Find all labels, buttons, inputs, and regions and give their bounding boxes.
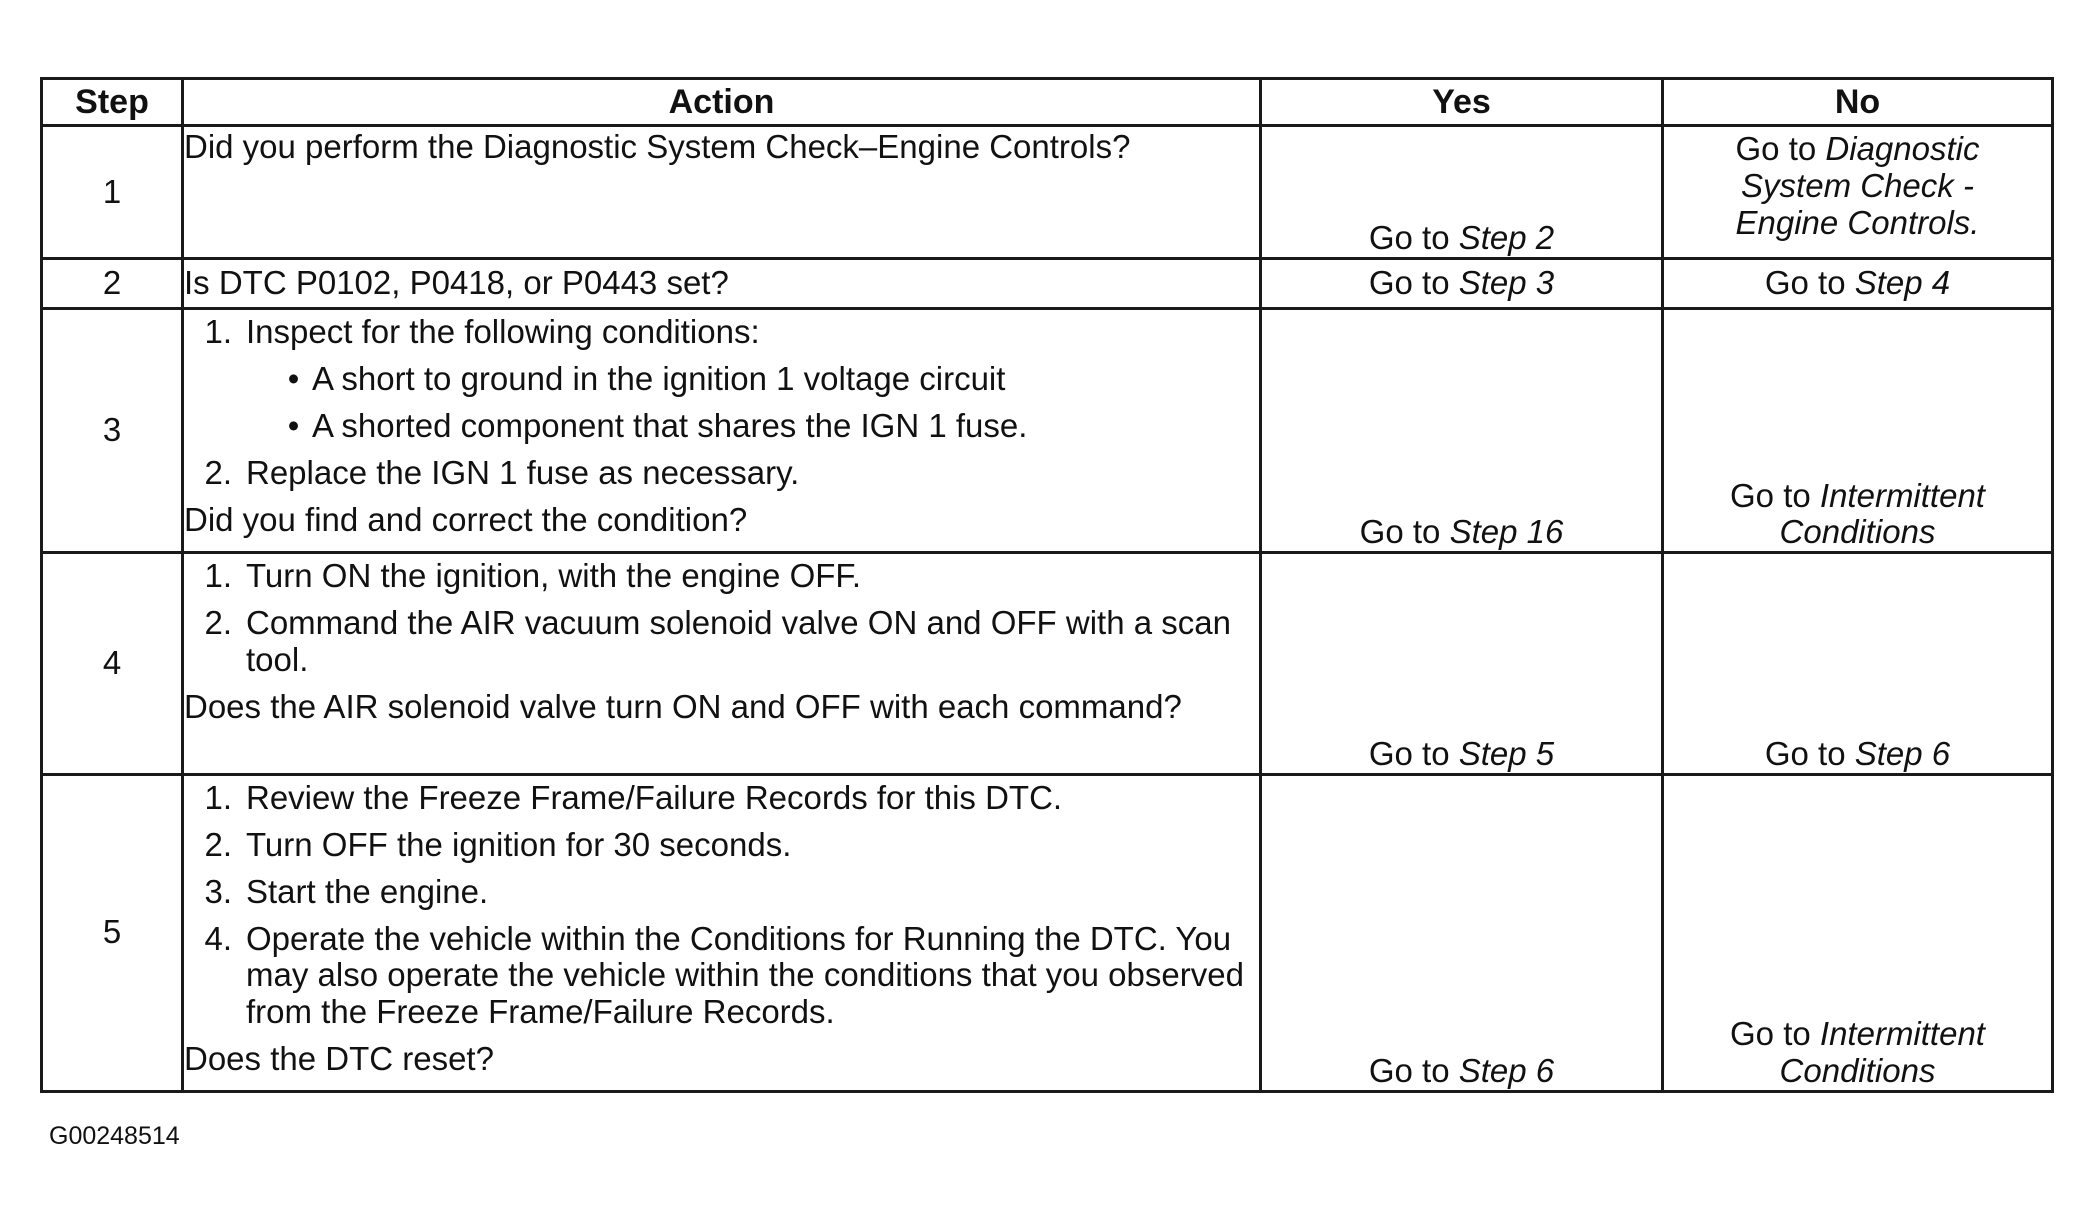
table-row — [42, 309, 2053, 553]
item-number: 1. — [204, 313, 232, 351]
goto-prefix: Go to — [1368, 1052, 1450, 1090]
item-text: Replace the IGN 1 fuse as necessary. — [246, 454, 800, 492]
item-number: 1. — [204, 557, 232, 595]
no-cell — [1663, 553, 2053, 774]
yes-cell — [1261, 553, 1663, 774]
goto-prefix: Go to — [1359, 513, 1441, 551]
step-reference: Step 6 — [1854, 734, 1951, 772]
diagnostic-table — [40, 77, 2054, 1093]
yes-cell — [1261, 309, 1663, 553]
step-number: 3 — [42, 309, 183, 553]
goto-prefix: Go to — [1368, 734, 1450, 772]
numbered-item — [184, 455, 1259, 492]
action-question: Does the DTC reset? — [184, 1040, 494, 1078]
action-question: Did you perform the Diagnostic System Check–Engine Controls? — [184, 128, 1131, 165]
header-no: No — [1663, 79, 2053, 126]
step-reference: Step 6 — [1458, 1052, 1555, 1090]
bullet-item — [184, 361, 1259, 398]
item-text: Start the engine. — [246, 872, 489, 910]
item-number: 2. — [204, 604, 232, 642]
action-question: Is DTC P0102, P0418, or P0443 set? — [184, 264, 729, 302]
item-text: Operate the vehicle within the Conditions for Running the DTC. You may also operate the vehicle within the conditions that you observed from the Freeze Frame/Failure Records. — [246, 919, 1244, 1031]
table-row — [42, 259, 2053, 309]
item-text: Command the AIR vacuum solenoid valve ON and OFF with a scan tool. — [246, 604, 1231, 679]
step-reference: Step 3 — [1458, 264, 1555, 302]
item-number: 1. — [204, 778, 232, 816]
table-row — [42, 774, 2053, 1091]
yes-cell — [1261, 774, 1663, 1091]
header-yes: Yes — [1261, 79, 1663, 126]
step-reference: Step 16 — [1449, 513, 1564, 551]
step-reference: Step 2 — [1458, 219, 1555, 257]
goto-prefix: Go to — [1764, 734, 1846, 772]
header-row — [42, 79, 2053, 126]
item-number: 2. — [204, 454, 232, 492]
goto-prefix: Go to — [1730, 1015, 1811, 1053]
step-number: 4 — [42, 553, 183, 774]
table-row — [42, 553, 2053, 774]
goto-prefix: Go to — [1764, 264, 1846, 302]
step-number: 1 — [42, 126, 183, 259]
bullet-text: A short to ground in the ignition 1 voltage circuit — [312, 360, 1006, 398]
bullet-icon: • — [287, 360, 300, 398]
figure-id: G00248514 — [49, 1122, 180, 1150]
item-number: 2. — [204, 825, 232, 863]
numbered-item — [184, 314, 1259, 351]
bullet-icon: • — [287, 407, 300, 445]
step-reference: Step 4 — [1854, 264, 1951, 302]
item-number: 4. — [204, 919, 232, 957]
item-text: Turn OFF the ignition for 30 seconds. — [246, 825, 792, 863]
action-cell — [183, 553, 1261, 774]
header-action: Action — [183, 79, 1261, 126]
no-cell — [1663, 774, 2053, 1091]
yes-cell — [1261, 259, 1663, 309]
goto-prefix: Go to — [1735, 130, 1817, 167]
step-number: 2 — [42, 259, 183, 309]
item-text: Review the Freeze Frame/Failure Records for this DTC. — [246, 778, 1063, 816]
action-cell — [183, 774, 1261, 1091]
no-cell — [1663, 126, 2053, 259]
item-number: 3. — [204, 872, 232, 910]
numbered-item — [184, 921, 1259, 1032]
step-number: 5 — [42, 774, 183, 1091]
goto-prefix: Go to — [1730, 476, 1811, 514]
table-row — [42, 126, 2053, 259]
numbered-item — [184, 780, 1259, 817]
goto-prefix: Go to — [1368, 219, 1450, 257]
bullet-item — [184, 408, 1259, 445]
header-step: Step — [42, 79, 183, 126]
step-reference: Step 5 — [1458, 734, 1555, 772]
action-cell — [183, 309, 1261, 553]
procedure-reference: Intermittent Conditions — [1779, 476, 1985, 551]
action-cell — [183, 126, 1261, 259]
action-question: Did you find and correct the condition? — [184, 500, 748, 538]
numbered-item — [184, 558, 1259, 595]
goto-prefix: Go to — [1368, 264, 1450, 302]
yes-cell — [1261, 126, 1663, 259]
item-text: Inspect for the following conditions: — [246, 313, 760, 351]
numbered-item — [184, 827, 1259, 864]
action-question: Does the AIR solenoid valve turn ON and OFF with each command? — [184, 688, 1182, 726]
action-cell — [183, 259, 1261, 309]
item-text: Turn ON the ignition, with the engine OFF. — [246, 557, 862, 595]
no-cell — [1663, 259, 2053, 309]
no-cell — [1663, 309, 2053, 553]
bullet-text: A shorted component that shares the IGN 1 fuse. — [312, 407, 1028, 445]
numbered-item — [184, 605, 1259, 679]
numbered-item — [184, 874, 1259, 911]
procedure-reference: Diagnostic System Check - Engine Controls. — [1735, 130, 1980, 241]
procedure-reference: Intermittent Conditions — [1779, 1015, 1985, 1090]
